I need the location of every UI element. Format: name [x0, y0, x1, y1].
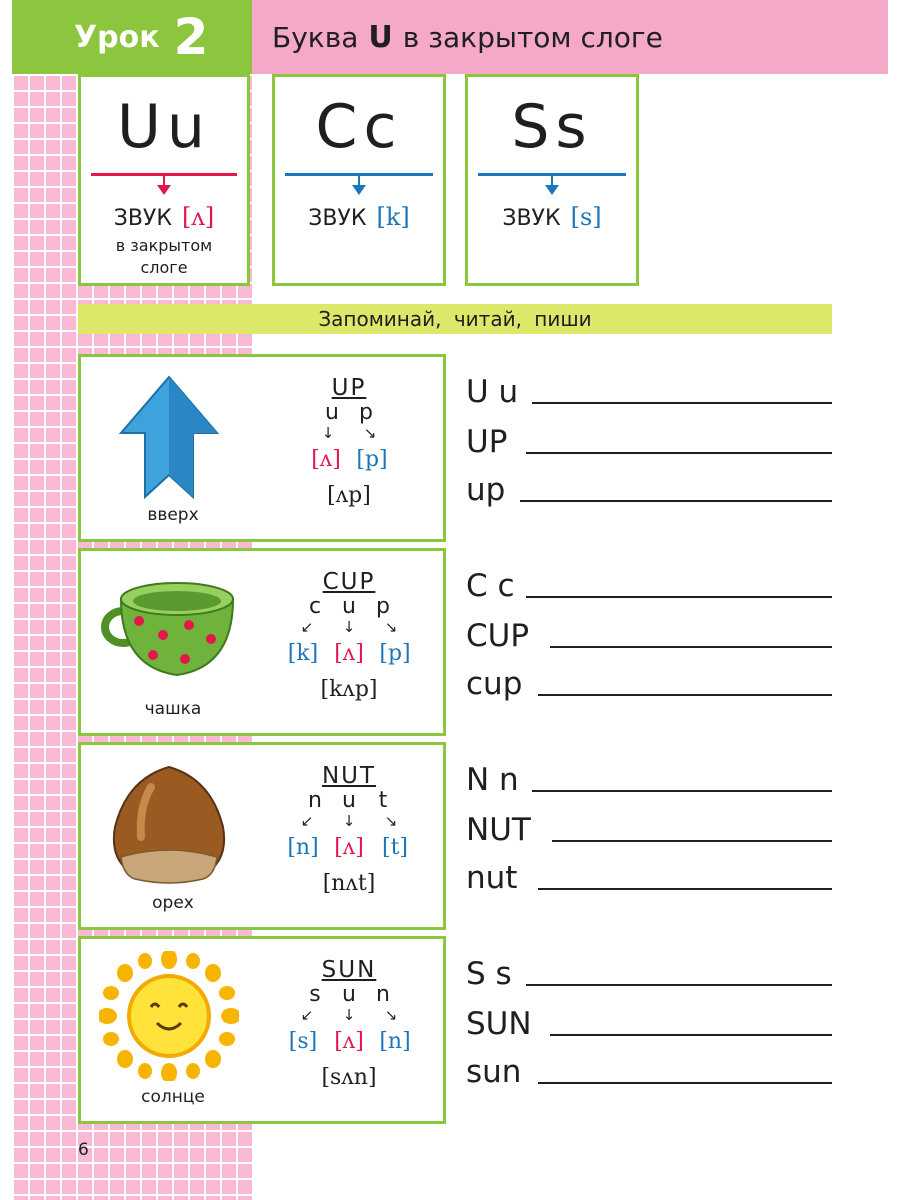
writing-row	[466, 616, 832, 656]
writing-label: UP	[466, 424, 508, 460]
writing-label: C c	[466, 568, 515, 604]
letter: c	[308, 594, 322, 619]
letter: n	[308, 788, 322, 813]
sound-breakdown	[269, 639, 429, 669]
sound: [p]	[356, 447, 388, 472]
arrows	[269, 619, 429, 635]
arrow-down-icon: ↓	[342, 1006, 356, 1024]
sound: [s]	[288, 1029, 318, 1054]
letter: u	[342, 594, 356, 619]
arrow-down-left-icon: ↙	[300, 812, 314, 830]
writing-line[interactable]	[552, 840, 832, 842]
letter: p	[376, 594, 390, 619]
writing-line[interactable]	[550, 1034, 832, 1036]
english-word: UP	[331, 375, 367, 401]
writing-row	[466, 372, 832, 412]
title-suffix: в закрытом слоге	[402, 20, 663, 54]
writing-label: up	[466, 472, 506, 508]
arrows	[269, 425, 429, 441]
writing-row	[466, 810, 832, 850]
transcription: [sʌn]	[321, 1065, 377, 1090]
cup-icon	[99, 563, 239, 693]
letter: s	[309, 982, 321, 1007]
sound-breakdown	[269, 833, 429, 863]
arrow-down-icon: ↓	[342, 618, 356, 636]
sound-note-line2: слоге	[140, 258, 188, 277]
letter-breakdown	[269, 595, 429, 619]
transcription: [ʌp]	[327, 483, 371, 508]
writing-line[interactable]	[550, 646, 832, 648]
up-arrow-icon	[99, 369, 239, 499]
instruction-bar: Запоминай, читай, пиши	[78, 304, 832, 334]
letter: u	[342, 788, 356, 813]
sound-word: ЗВУК	[308, 206, 367, 231]
sound-row	[468, 203, 636, 231]
sound-breakdown	[269, 445, 429, 475]
writing-label: sun	[466, 1054, 522, 1090]
writing-label: N n	[466, 762, 519, 798]
letter-breakdown	[269, 789, 429, 813]
letter-pair: Uu	[117, 92, 211, 162]
lesson-tab	[12, 0, 252, 74]
writing-label: cup	[466, 666, 523, 702]
translation: орех	[152, 893, 194, 913]
letter-breakdown	[269, 401, 429, 425]
word-scheme	[269, 763, 429, 896]
title-prefix: Буква	[272, 20, 359, 54]
sound: [ʌ]	[334, 835, 364, 860]
word-card-nut	[78, 742, 446, 930]
page-title	[252, 0, 888, 74]
lesson-number: 2	[173, 8, 209, 66]
english-word: SUN	[321, 957, 377, 983]
writing-line[interactable]	[526, 452, 832, 454]
phoneme: [ʌ]	[181, 203, 215, 231]
phoneme: [s]	[570, 203, 602, 231]
letter: u	[342, 982, 356, 1007]
sound-word: ЗВУК	[502, 206, 561, 231]
sound: [ʌ]	[311, 447, 341, 472]
writing-line[interactable]	[532, 402, 832, 404]
sound: [t]	[381, 835, 408, 860]
nut-icon	[99, 757, 239, 887]
arrow-down-left-icon: ↙	[300, 618, 314, 636]
sound: [k]	[287, 641, 319, 666]
page-number: 6	[78, 1140, 89, 1160]
letter: n	[376, 982, 390, 1007]
sound-note-line1: в закрытом	[115, 236, 213, 255]
writing-label: CUP	[466, 618, 530, 654]
writing-row	[466, 954, 832, 994]
word-card-sun	[78, 936, 446, 1124]
letter-card-s	[465, 74, 639, 286]
writing-row	[466, 760, 832, 800]
translation: вверх	[147, 505, 199, 525]
arrow-down-right-icon: ↘	[363, 424, 377, 442]
sound-row	[275, 203, 443, 231]
translation: чашка	[144, 699, 202, 719]
writing-line[interactable]	[526, 984, 832, 986]
arrow-down-right-icon: ↘	[384, 812, 398, 830]
sound: [ʌ]	[334, 1029, 364, 1054]
writing-label: nut	[466, 860, 518, 896]
writing-line[interactable]	[526, 596, 832, 598]
arrow-down-right-icon: ↘	[384, 1006, 398, 1024]
writing-row	[466, 1004, 832, 1044]
translation: солнце	[141, 1087, 205, 1107]
arrow-down-right-icon: ↘	[384, 618, 398, 636]
sound-row	[81, 203, 247, 231]
writing-row	[466, 664, 832, 704]
word-card-up	[78, 354, 446, 542]
english-word: CUP	[322, 569, 376, 595]
writing-line[interactable]	[538, 694, 832, 696]
lesson-word: Урок	[74, 19, 160, 55]
writing-label: SUN	[466, 1006, 532, 1042]
sound: [p]	[379, 641, 411, 666]
sound-breakdown	[269, 1027, 429, 1057]
writing-row	[466, 1052, 832, 1092]
arrow-head-icon	[157, 185, 171, 195]
phoneme: [k]	[376, 203, 410, 231]
letter: u	[325, 400, 339, 425]
letter: p	[359, 400, 373, 425]
letter-pair: Ss	[511, 92, 593, 162]
word-card-cup	[78, 548, 446, 736]
letter-pair: Cc	[315, 92, 403, 162]
arrow-head-icon	[352, 185, 366, 195]
writing-line[interactable]	[538, 888, 832, 890]
writing-label: U u	[466, 374, 519, 410]
sun-icon	[99, 951, 239, 1081]
arrows	[269, 1007, 429, 1023]
arrows	[269, 813, 429, 829]
sound: [n]	[287, 835, 319, 860]
title-letter: U	[368, 19, 393, 55]
letter-card-u	[78, 74, 250, 286]
writing-label: NUT	[466, 812, 531, 848]
writing-row	[466, 470, 832, 510]
letter-breakdown	[269, 983, 429, 1007]
writing-line[interactable]	[538, 1082, 832, 1084]
writing-label: S s	[466, 956, 512, 992]
transcription: [nʌt]	[322, 871, 376, 896]
word-scheme	[269, 569, 429, 702]
arrow-down-left-icon: ↙	[300, 1006, 314, 1024]
word-scheme	[269, 957, 429, 1090]
writing-row	[466, 858, 832, 898]
arrow-head-icon	[545, 185, 559, 195]
arrow-down-icon: ↓	[342, 812, 356, 830]
arrow-down-icon: ↓	[321, 424, 335, 442]
sound: [ʌ]	[334, 641, 364, 666]
writing-line[interactable]	[532, 790, 832, 792]
writing-line[interactable]	[520, 500, 832, 502]
sound: [n]	[379, 1029, 411, 1054]
word-scheme	[269, 375, 429, 508]
letter: t	[378, 788, 388, 813]
sound-note	[81, 235, 247, 279]
transcription: [kʌp]	[320, 677, 378, 702]
english-word: NUT	[321, 763, 377, 789]
sound-word: ЗВУК	[113, 206, 172, 231]
writing-row	[466, 566, 832, 606]
writing-row	[466, 422, 832, 462]
letter-card-c	[272, 74, 446, 286]
